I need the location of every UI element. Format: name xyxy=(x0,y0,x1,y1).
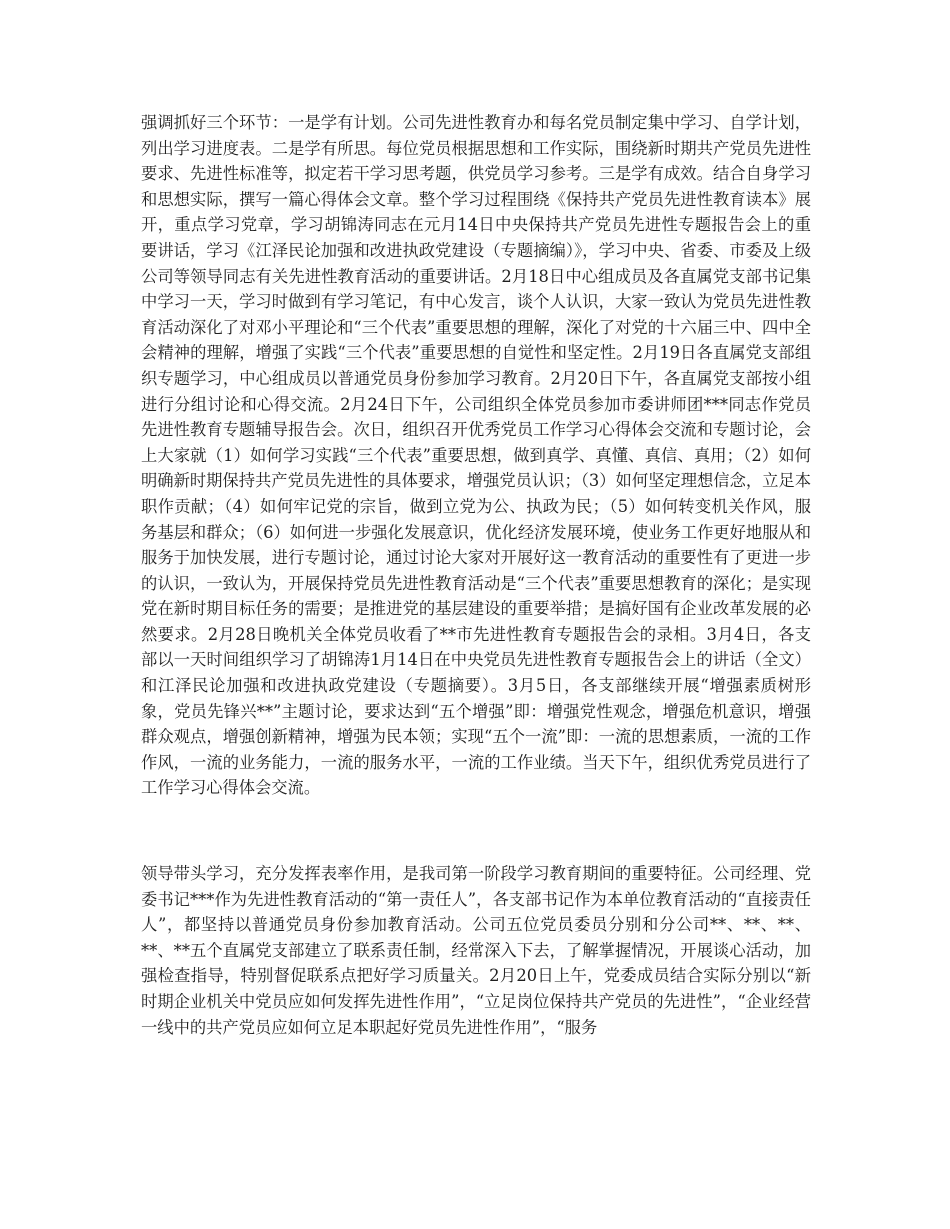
body-paragraph-2: 领导带头学习，充分发挥表率作用，是我司第一阶段学习教育期间的重要特征。公司经理、党委书记***作为先进性教育活动的“第一责任人”，各支部书记作为本单位教育活动的“直接责任人”，都坚持以普通党员身份参加教育活动。公司五位党员委员分别和分公司**、**、**、**、**五个直属党支部建立了联系责任制，经常深入下去，了解掌握情况，开展谈心活动，加强检查指导，特别督促联系点把好学习质量关。2月20日上午，党委成员结合实际分别以“新时期企业机关中党员应如何发挥先进性作用”，“立足岗位保持共产党员的先进性”，“企业经营一线中的共产党员应如何立足本职起好党员先进性作用”，“服务 xyxy=(141,864,811,1037)
document-body xyxy=(141,110,811,1040)
body-paragraph-1: 强调抓好三个环节：一是学有计划。公司先进性教育办和每名党员制定集中学习、自学计划，列出学习进度表。二是学有所思。每位党员根据思想和工作实际，围绕新时期共产党员先进性要求、先进性标准等，拟定若干学习思考题，供党员学习参考。三是学有成效。结合自身学习和思想实际，撰写一篇心得体会文章。整个学习过程围绕《保持共产党员先进性教育读本》展开，重点学习党章，学习胡锦涛同志在元月14日中央保持共产党员先进性专题报告会上的重要讲话，学习《江泽民论加强和改进执政党建设（专题摘编）》，学习中央、省委、市委及上级公司等领导同志有关先进性教育活动的重要讲话。2月18日中心组成员及各直属党支部书记集中学习一天，学习时做到有学习笔记，有中心发言，谈个人认识，大家一致认为党员先进性教育活动深化了对邓小平理论和“三个代表”重要思想的理解，深化了对党的十六届三中、四中全会精神的理解，增强了实践“三个代表”重要思想的自觉性和坚定性。2月19日各直属党支部组织专题学习，中心组成员以普通党员身份参加学习教育。2月20日下午，各直属党支部按小组进行分组讨论和心得交流。2月24日下午，公司组织全体党员参加市委讲师团***同志作党员先进性教育专题辅导报告会。次日，组织召开优秀党员工作学习心得体会交流和专题讨论，会上大家就（1）如何学习实践“三个代表”重要思想，做到真学、真懂、真信、真用；（2）如何明确新时期保持共产党员先进性的具体要求，增强党员认识；（3）如何坚定理想信念，立足本职作贡献；（4）如何牢记党的宗旨，做到立党为公、执政为民；（5）如何转变机关作风，服务基层和群众；（6）如何进一步强化发展意识，优化经济发展环境，使业务工作更好地服从和服务于加快发展，进行专题讨论，通过讨论大家对开展好这一教育活动的重要性有了更进一步的认识，一致认为，开展保持党员先进性教育活动是“三个代表”重要思想教育的深化；是实现党在新时期目标任务的需要；是推进党的基层建设的重要举措；是搞好国有企业改革发展的必然要求。2月28日晚机关全体党员收看了**市先进性教育专题报告会的录相。3月4日，各支部以一天时间组织学习了胡锦涛1月14日在中央党员先进性教育专题报告会上的讲话（全文）和江泽民论加强和改进执政党建设（专题摘要）。3月5日，各支部继续开展“增强素质树形象，党员先锋兴**”主题讨论，要求达到“五个增强”即：增强党性观念，增强危机意识，增强群众观点，增强创新精神，增强为民本领；实现“五个一流”即：一流的思想素质，一流的工作作风，一流的业务能力，一流的服务水平，一流的工作业绩。当天下午，组织优秀党员进行了工作学习心得体会交流。 xyxy=(141,113,811,798)
